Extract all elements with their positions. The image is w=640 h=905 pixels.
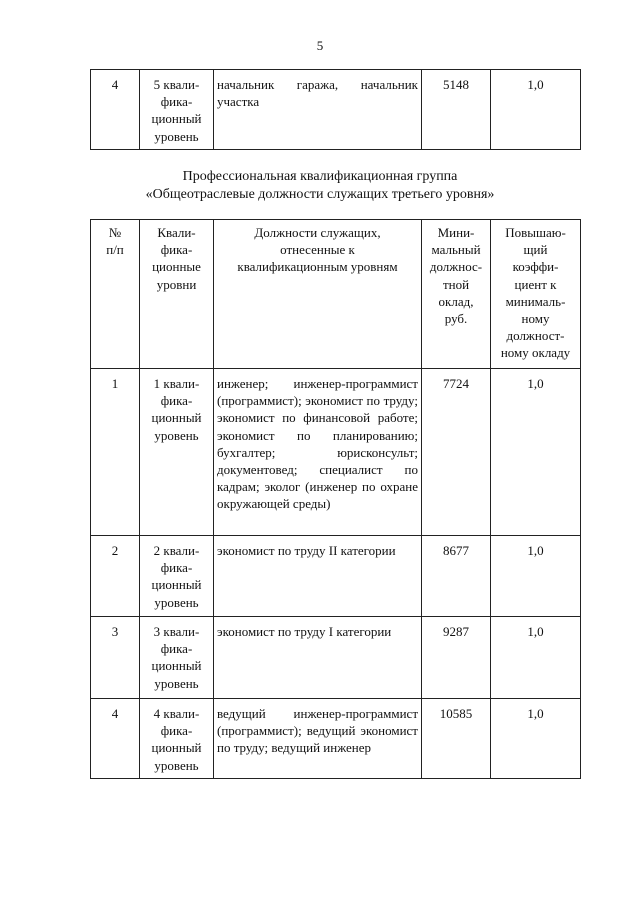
minimum-salary: 7724 [422,369,491,536]
header-salary: Мини- мальный должнос- тной оклад, руб. [422,220,491,369]
table-row [91,369,581,536]
main-table [90,219,581,779]
minimum-salary: 8677 [422,536,491,617]
qualification-level: 5 квали- фика- ционный уровень [140,70,214,150]
table-row [91,617,581,699]
positions: экономист по труду I категории [214,617,422,699]
coefficient: 1,0 [491,70,581,150]
table-row [91,536,581,617]
header-level: Квали- фика- ционные уровни [140,220,214,369]
coefficient: 1,0 [491,369,581,536]
coefficient: 1,0 [491,699,581,779]
row-number: 4 [91,699,140,779]
row-number: 1 [91,369,140,536]
positions: инженер; инженер-программист (программист); экономист по труду; экономист по финансовой работе; экономист по планированию; бухгалтер; юрисконсульт; документовед; специалист по кадрам; эколог (инженер по охране окружающей среды) [214,369,422,536]
table-row [91,70,581,150]
qualification-level: 3 квали- фика- ционный уровень [140,617,214,699]
header-positions: Должности служащих, отнесенные к квалификационным уровням [214,220,422,369]
group-title-line1: Профессиональная квалификационная группа [182,169,458,184]
minimum-salary: 5148 [422,70,491,150]
page-number: 5 [316,38,324,53]
positions: начальник гаража, начальник участка [214,70,422,150]
row-number: 4 [91,70,140,150]
qualification-level: 1 квали- фика- ционный уровень [140,369,214,536]
minimum-salary: 9287 [422,617,491,699]
header-row [91,220,581,369]
coefficient: 1,0 [491,536,581,617]
top-table [90,69,581,150]
group-title [0,168,640,204]
group-title-line2: «Общеотраслевые должности служащих третьего уровня» [145,187,495,202]
header-num: № п/п [91,220,140,369]
positions: экономист по труду II категории [214,536,422,617]
table-row [91,699,581,779]
qualification-level: 4 квали- фика- ционный уровень [140,699,214,779]
row-number: 2 [91,536,140,617]
minimum-salary: 10585 [422,699,491,779]
positions: ведущий инженер-программист (программист); ведущий экономист по труду; ведущий инженер [214,699,422,779]
qualification-level: 2 квали- фика- ционный уровень [140,536,214,617]
header-coefficient: Повышаю- щий коэффи- циент к минималь- ному должност- ному окладу [491,220,581,369]
coefficient: 1,0 [491,617,581,699]
row-number: 3 [91,617,140,699]
